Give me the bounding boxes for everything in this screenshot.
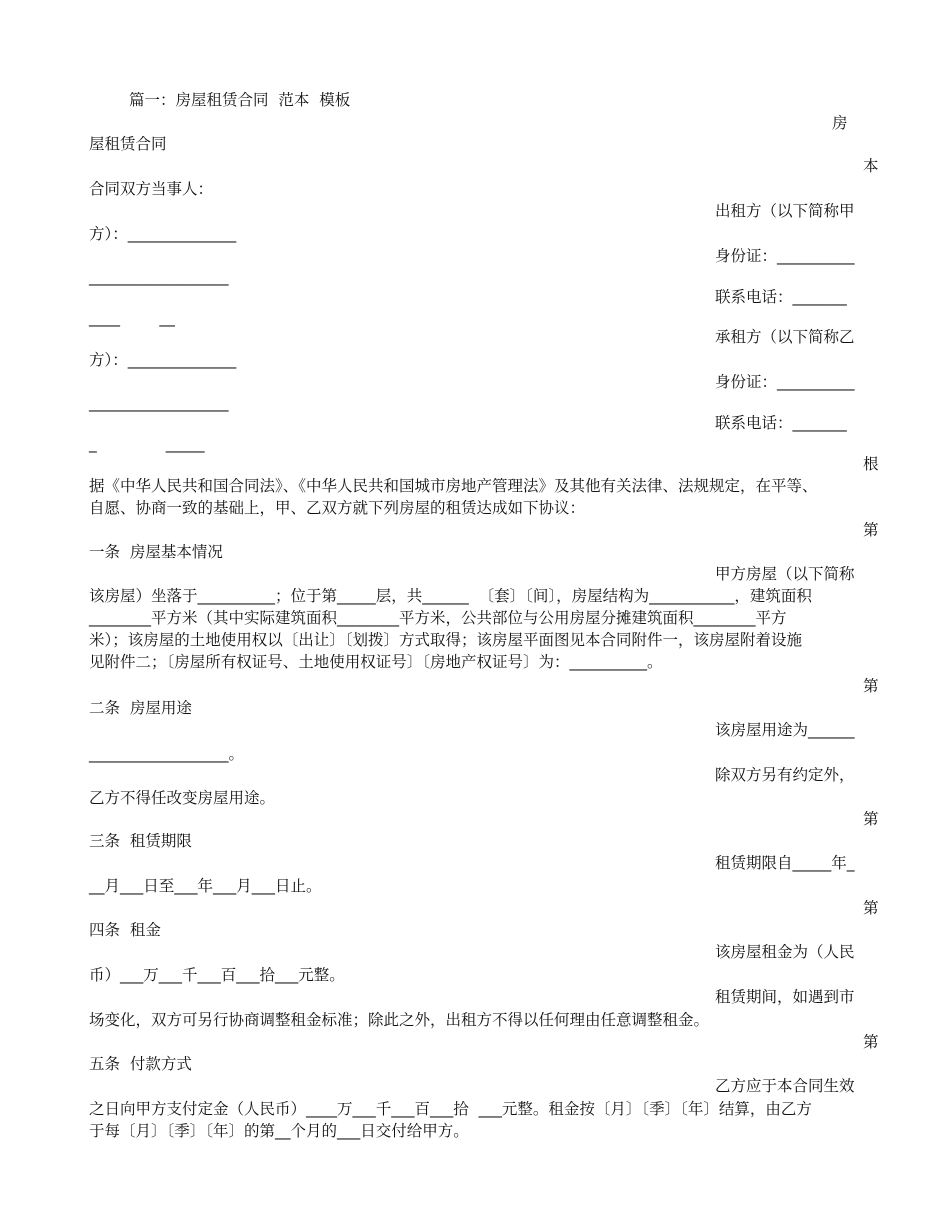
text-line: 乙方不得任改变房屋用途。 xyxy=(89,789,276,807)
text-line: 该房屋用途为______ xyxy=(715,721,855,739)
text-line: __月___日至___年___月___日止。 xyxy=(89,877,322,895)
text-line: 除双方另有约定外， xyxy=(715,766,855,784)
blank-line: __________________ xyxy=(89,394,229,412)
text-line: __________________。 xyxy=(89,745,245,763)
text-line: 第 xyxy=(863,521,879,539)
article-heading: 五条 付款方式 xyxy=(89,1055,192,1073)
article-line: 米）；该房屋的土地使用权以〔出让〕〔划拨〕方式取得；该房屋平面图见本合同附件一，该房屋附着设施 xyxy=(89,631,803,649)
lessor-id-label: 身份证：__________ xyxy=(715,247,855,265)
lessor-name-blank: 方）：______________ xyxy=(89,225,237,243)
text-line: 第 xyxy=(863,899,879,917)
preamble-line: 据《中华人民共和国合同法》、《中华人民共和国城市房地产管理法》及其他有关法律、法规规定，在平等、 xyxy=(89,477,818,495)
text-line: 本 xyxy=(863,157,879,175)
text-line: 租赁期限自_____年_ xyxy=(715,854,855,872)
article-heading: 二条 房屋用途 xyxy=(89,699,192,717)
article-heading: 一条 房屋基本情况 xyxy=(89,543,223,561)
lessee-name-blank: 方）：______________ xyxy=(89,351,237,369)
contract-title: 屋租赁合同 xyxy=(89,135,167,153)
blank-line: __________________ xyxy=(89,268,229,286)
lessee-id-label: 身份证：__________ xyxy=(715,373,855,391)
blank-line: _ _____ xyxy=(89,435,205,453)
text-line: 根 xyxy=(863,455,879,473)
text-line: 该房屋租金为（人民 xyxy=(715,943,855,961)
lessor-phone-label: 联系电话：_______ xyxy=(715,288,847,306)
text-line: 租赁期间，如遇到市 xyxy=(715,988,855,1006)
article-heading: 三条 租赁期限 xyxy=(89,832,192,850)
text-line: 币）___万___千___百___拾___元整。 xyxy=(89,966,345,984)
article-line: ________平方米（其中实际建筑面积________平方米，公共部位与公用房屋分摊建筑面积________平方 xyxy=(89,609,787,627)
lessee-phone-label: 联系电话：_______ xyxy=(715,414,847,432)
document-heading: 篇一：房屋租赁合同 范本 模板 xyxy=(129,91,351,109)
article-line: 见附件二；〔房屋所有权证号、土地使用权证号〕〔房地产权证号〕为：__________。 xyxy=(89,653,663,671)
article-line: 该房屋）坐落于__________；位于第_____层，共______ 〔套〕〔间〕，房屋结构为___________，建筑面积 xyxy=(89,587,812,605)
text-line: 合同双方当事人： xyxy=(89,180,214,198)
preamble-line: 自愿、协商一致的基础上，甲、乙双方就下列房屋的租赁达成如下协议： xyxy=(89,499,586,517)
text-line: 房 xyxy=(832,114,848,132)
text-line: 第 xyxy=(863,1033,879,1051)
article-line: 场变化，双方可另行协商调整租金标准；除此之外，出租方不得以任何理由任意调整租金。 xyxy=(89,1011,710,1029)
text-line: 甲方房屋（以下简称 xyxy=(715,565,855,583)
text-line: 乙方应于本合同生效 xyxy=(715,1077,855,1095)
lessor-label: 出租方（以下简称甲 xyxy=(715,202,855,220)
article-heading: 四条 租金 xyxy=(89,921,161,939)
text-line: 第 xyxy=(863,677,879,695)
blank-line: ____ __ xyxy=(89,309,175,327)
lessee-label: 承租方（以下简称乙 xyxy=(715,328,855,346)
article-line: 之日向甲方支付定金（人民币）____万___千___百___拾 ___元整。租金按〔月〕〔季〕〔年〕结算，由乙方 xyxy=(89,1100,812,1118)
text-line: 第 xyxy=(863,810,879,828)
article-line: 于每〔月〕〔季〕〔年〕的第__个月的___日交付给甲方。 xyxy=(89,1122,469,1140)
